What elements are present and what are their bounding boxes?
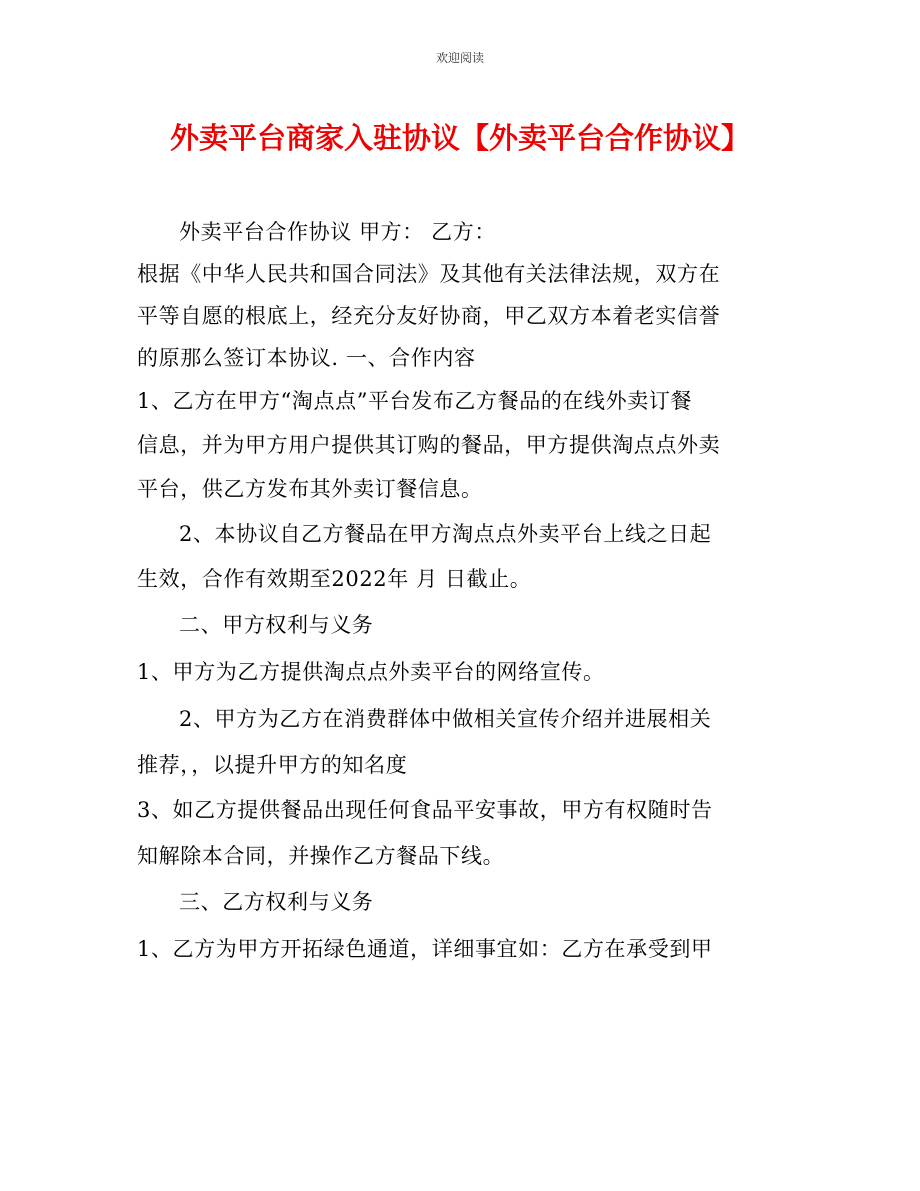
- paragraph-line: 知解除本合同，并操作乙方餐品下线。: [137, 844, 505, 868]
- paragraph-line: 平等自愿的根底上，经充分友好协商，甲乙双方本着老实信誉: [137, 304, 721, 328]
- page-header: 欢迎阅读: [435, 51, 484, 65]
- document-title: 外卖平台商家入驻协议【外卖平台合作协议】: [169, 121, 750, 155]
- paragraph-line: 3、如乙方提供餐品出现任何食品平安事故，甲方有权随时告: [137, 798, 713, 822]
- paragraph-line: 2、本协议自乙方餐品在甲方淘点点外卖平台上线之日起: [179, 522, 712, 546]
- paragraph-line: 根据《中华人民共和国合同法》及其他有关法律法规，双方在: [137, 262, 721, 286]
- paragraph-line: 的原那么签订本协议. 一、合作内容: [137, 346, 476, 370]
- paragraph-line: 信息，并为甲方用户提供其订购的餐品，甲方提供淘点点外卖: [137, 433, 721, 457]
- paragraph-line: 平台，供乙方发布其外卖订餐信息。: [137, 477, 483, 501]
- document-body: [137, 212, 777, 972]
- section-heading: 二、甲方权利与义务: [179, 613, 374, 637]
- paragraph-line: 1、乙方在甲方“淘点点”平台发布乙方餐品的在线外卖订餐: [137, 389, 693, 413]
- paragraph-line: 外卖平台合作协议 甲方： 乙方：: [179, 220, 496, 244]
- paragraph-line: 2、甲方为乙方在消费群体中做相关宣传介绍并进展相关: [179, 707, 712, 731]
- paragraph-line: 生效，合作有效期至2022年 月 日截止。: [137, 567, 532, 591]
- paragraph-line: 1、甲方为乙方提供淘点点外卖平台的网络宣传。: [137, 660, 605, 684]
- section-heading: 三、乙方权利与义务: [179, 890, 374, 914]
- paragraph-line: 1、乙方为甲方开拓绿色通道，详细事宜如：乙方在承受到甲: [137, 937, 713, 961]
- paragraph-line: 推荐，，以提升甲方的知名度: [137, 753, 408, 777]
